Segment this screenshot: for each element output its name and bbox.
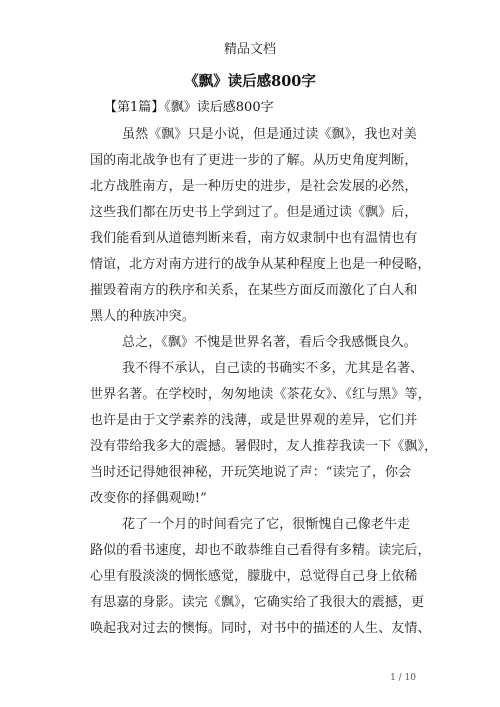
paragraph [90, 122, 431, 330]
text-line: 虽然《飘》只是小说，但是通过读《飘》，我也对美 [122, 127, 417, 142]
document-title: 《飘》读后感800字 [184, 73, 316, 90]
text-line: 黑人的种族冲突。 [90, 309, 195, 324]
text-line: 我们能看到从道德判断来看，南方奴隶制中也有温情也有 [90, 231, 418, 246]
text-line: 北方战胜南方，是一种历史的进步，是社会发展的必然， [90, 179, 418, 194]
text-line: 我不得不承认，自己读的书确实不多，尤其是名著、 [122, 361, 424, 376]
text-line: 花了一个月的时间看完了它，很惭愧自己像老牛走 [122, 517, 411, 532]
text-line: 改变你的择偶观呦!” [90, 491, 207, 506]
text-line: 也许是由于文学素养的浅薄，或是世界观的差异，它们并 [90, 413, 418, 428]
text-line: 心里有股淡淡的惆怅感觉，朦胧中，总觉得自己身上依稀 [90, 569, 418, 584]
document-body [90, 122, 438, 642]
paragraph [90, 330, 420, 356]
text-line: 没有带给我多大的震撼。暑假时，友人推荐我读一下《飘》， [90, 439, 438, 454]
text-line: 世界名著。在学校时，匆匆地读《茶花女》、《红与黑》等， [90, 387, 431, 402]
text-line: 国的南北战争也有了更进一步的了解。从历史角度判断， [90, 153, 418, 168]
text-line: 摧毁着南方的秩序和关系，在某些方面反而激化了白人和 [90, 283, 418, 298]
paragraph [90, 356, 438, 512]
text-line: 有思嘉的身影。读完《飘》，它确实给了我很大的震撼，更 [90, 595, 425, 610]
text-line: 总之，《飘》不愧是世界名著，看后令我感慨良久。 [122, 335, 417, 350]
page-number: 1 / 10 [390, 673, 416, 683]
text-line: 这些我们都在历史书上学到过了。但是通过读《飘》后， [90, 205, 418, 220]
paragraph [90, 512, 431, 642]
text-line: 唤起我对过去的懊悔。同时，对书中的描述的人生、友情、 [90, 621, 431, 636]
section-heading: 【第1篇】《飘》读后感800字 [104, 100, 274, 115]
page-header: 精品文档 [223, 42, 276, 57]
text-line: 路似的看书速度，却也不敢恭维自己看得有多精。读完后， [90, 543, 431, 558]
text-line: 情谊，北方对南方进行的战争从某种程度上也是一种侵略， [90, 257, 431, 272]
text-line: 当时还记得她很神秘，开玩笑地说了声：“读完了，你会 [90, 465, 412, 480]
